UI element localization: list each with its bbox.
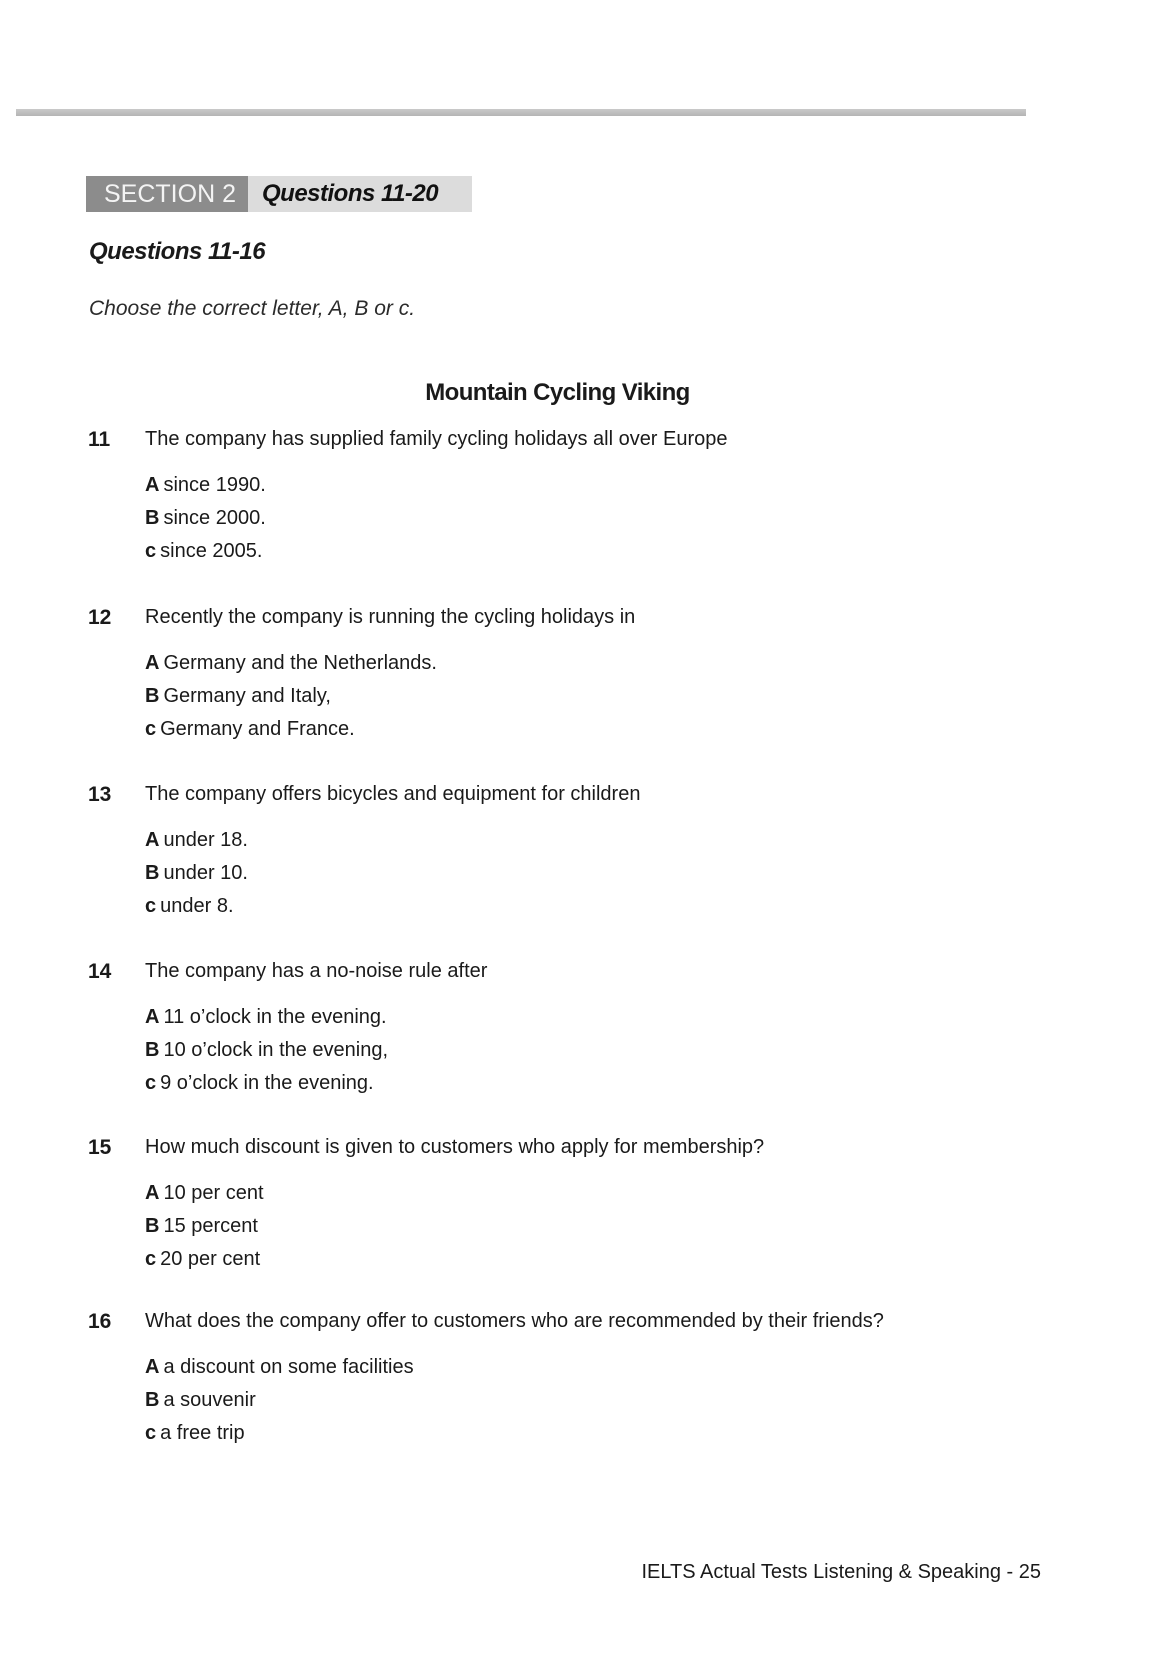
option-letter: A [145, 1356, 160, 1378]
option-text: under 18. [163, 829, 248, 851]
option-c[interactable] [145, 540, 266, 573]
option-letter: A [145, 1182, 160, 1204]
option-a[interactable] [145, 1182, 264, 1215]
option-a[interactable] [145, 1356, 414, 1389]
option-a[interactable] [145, 829, 248, 862]
answer-options [145, 1182, 264, 1281]
option-text: a discount on some facilities [163, 1356, 414, 1378]
option-letter: B [145, 1389, 160, 1411]
option-text: since 1990. [163, 474, 266, 496]
option-c[interactable] [145, 895, 248, 928]
option-text: under 10. [163, 862, 248, 884]
question-number: 14 [88, 960, 112, 983]
option-letter: c [145, 895, 157, 917]
questions-subheading: Questions 11-16 [89, 238, 266, 265]
option-text: 10 o’clock in the evening, [163, 1039, 389, 1061]
instruction-text: Choose the correct letter, A, B or c. [89, 297, 416, 320]
section-banner [86, 176, 472, 212]
option-c[interactable] [145, 1248, 264, 1281]
option-text: 10 per cent [163, 1182, 264, 1204]
option-text: 9 o’clock in the evening. [160, 1072, 374, 1094]
option-letter: c [145, 1248, 157, 1270]
option-letter: c [145, 1072, 157, 1094]
question-text: Recently the company is running the cycling holidays in [145, 606, 636, 628]
option-b[interactable] [145, 862, 248, 895]
question-text: The company has supplied family cycling holidays all over Europe [145, 428, 728, 450]
answer-options [145, 652, 437, 751]
option-c[interactable] [145, 1072, 388, 1105]
option-letter: c [145, 718, 157, 740]
option-text: since 2005. [160, 540, 263, 562]
option-letter: c [145, 540, 157, 562]
passage-title: Mountain Cycling Viking [425, 379, 690, 406]
section-label: SECTION 2 [86, 176, 248, 212]
option-letter: A [145, 652, 160, 674]
question-text: The company offers bicycles and equipment for children [145, 783, 641, 805]
answer-options [145, 1006, 388, 1105]
question-text: The company has a no-noise rule after [145, 960, 488, 982]
option-letter: B [145, 685, 160, 707]
question-number: 13 [88, 783, 112, 806]
option-text: 20 per cent [160, 1248, 261, 1270]
option-text: Germany and France. [160, 718, 355, 740]
page-footer: IELTS Actual Tests Listening & Speaking - 25 [641, 1561, 1041, 1583]
option-a[interactable] [145, 1006, 388, 1039]
option-letter: A [145, 829, 160, 851]
section-questions-range: Questions 11-20 [248, 176, 472, 212]
option-b[interactable] [145, 507, 266, 540]
top-divider [16, 109, 1026, 116]
option-text: Germany and Italy, [163, 685, 331, 707]
option-c[interactable] [145, 1422, 414, 1455]
option-text: 11 o’clock in the evening. [163, 1006, 387, 1028]
option-c[interactable] [145, 718, 437, 751]
option-a[interactable] [145, 652, 437, 685]
option-text: since 2000. [163, 507, 266, 529]
question-text: What does the company offer to customers who are recommended by their friends? [145, 1310, 884, 1332]
answer-options [145, 474, 266, 573]
option-letter: B [145, 862, 160, 884]
option-text: a souvenir [163, 1389, 256, 1411]
option-text: 15 percent [163, 1215, 258, 1237]
question-text: How much discount is given to customers who apply for membership? [145, 1136, 765, 1158]
option-letter: B [145, 1039, 160, 1061]
question-number: 11 [88, 428, 111, 451]
option-b[interactable] [145, 685, 437, 718]
option-letter: A [145, 474, 160, 496]
option-letter: B [145, 1215, 160, 1237]
question-number: 12 [88, 606, 112, 629]
option-letter: A [145, 1006, 160, 1028]
option-letter: c [145, 1422, 157, 1444]
option-text: Germany and the Netherlands. [163, 652, 437, 674]
question-number: 15 [88, 1136, 112, 1159]
option-b[interactable] [145, 1039, 388, 1072]
option-text: under 8. [160, 895, 234, 917]
option-letter: B [145, 507, 160, 529]
option-text: a free trip [160, 1422, 245, 1444]
option-a[interactable] [145, 474, 266, 507]
option-b[interactable] [145, 1389, 414, 1422]
answer-options [145, 1356, 414, 1455]
answer-options [145, 829, 248, 928]
option-b[interactable] [145, 1215, 264, 1248]
question-number: 16 [88, 1310, 112, 1333]
